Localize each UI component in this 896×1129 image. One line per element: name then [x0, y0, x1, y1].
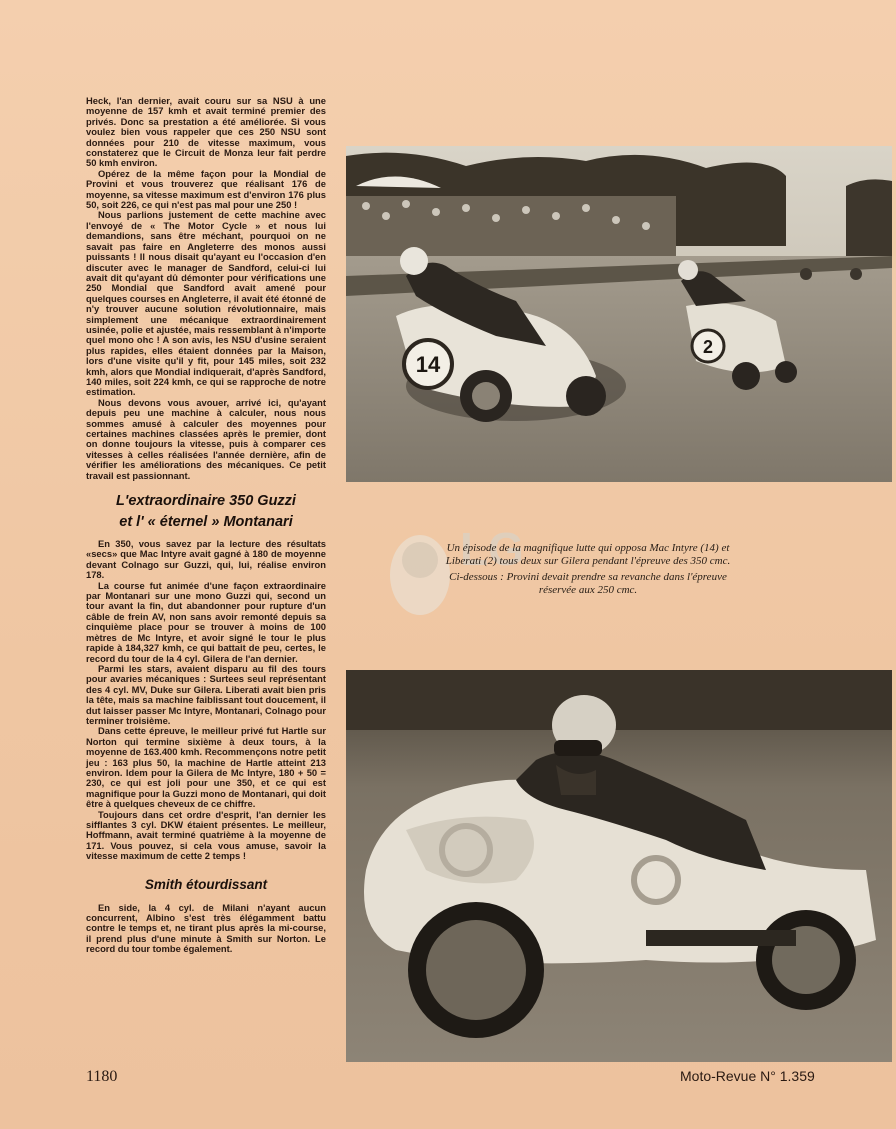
article-paragraph: Parmi les stars, avaient disparu au fil des tours pour avaries mécaniques : Surtees seul représentant des 4 cyl. MV, Duke sur Gilera. Liberati avait bien pris la tête, mais sa machine faiblissant tout doucement, il dut laisser passer Mc Intyre, Montanari, Colnago pour terminer troisième. — [86, 662, 326, 726]
section-heading-line: et l' « éternel » Montanari — [119, 514, 293, 531]
race-photo-bottom — [346, 670, 892, 1062]
article-paragraph: Toujours dans cet ordre d'esprit, l'an dernier les sifflantes 3 cyl. DKW étaient présentes. Le meilleur, Hoffmann, avait terminé quatrième à la moyenne de 171. Vous pouvez, si cela vous amuse, savoir la vitesse maximum de cette 2 temps ! — [86, 808, 326, 862]
svg-text:LG: LG — [460, 523, 524, 575]
caption-bottom: Ci-dessous : Provini devait prendre sa revanche dans l'épreuve réservée aux 250 cmc. — [449, 571, 727, 596]
magazine-issue: Moto-Revue N° 1.359 — [680, 1068, 815, 1084]
photo-caption — [438, 542, 738, 596]
article-paragraph: En side, la 4 cyl. de Milani n'ayant aucun concurrent, Albino s'est très élégamment battu contre le temps et, ne tirant plus après la mi-course, il prend plus d'une minute à Smith sur Norton. Le record du tour tombe également. — [86, 901, 326, 955]
article-paragraph: Heck, l'an dernier, avait couru sur sa NSU à une moyenne de 157 kmh et avait terminé premier des privés. Donc sa prestation a été améliorée. Si vous voulez bien vous rappeler que ces 250 NSU sont données pour 210 de vitesse maximum, vous constaterez que le Circuit de Monza leur fait perdre 50 kmh environ. — [86, 95, 326, 169]
page-number: 1180 — [86, 1068, 118, 1085]
section-heading-line: L'extraordinaire 350 Guzzi — [116, 493, 296, 510]
article-paragraph: Opérez de la même façon pour la Mondial de Provini et vous trouverez que réalisant 176 de moyenne, sa vitesse maximum est d'environ 176 plus 50, soit 226, ce qui n'est pas mal pour une 250 ! — [86, 167, 326, 211]
article-paragraph: Nous devons vous avouer, arrivé ici, qu'ayant depuis peu une machine à calculer, nous nous sommes amusé à calculer des moyennes pour certaines machines classées après le premier, dont on donne toujours la vitesse, puis à comparer ces vitesses à celles réalisées l'année dernière, afin de vérifier les améliorations des mécaniques. Ce petit travail est passionnant. — [86, 396, 326, 481]
article-paragraph: En 350, vous savez par la lecture des résultats «secs» que Mac Intyre avait gagné à 180 de moyenne devant Colnago sur Guzzi, qui, lui, réalise environ 178. — [86, 538, 326, 581]
article-paragraph: Nous parlions justement de cette machine avec l'envoyé de « The Motor Cycle » et nous lui demandions, sans être méchant, pourquoi on ne savait pas faire en Angleterre des monos aussi puissants ! Il nous disait qu'ayant eu l'occasion d'en discuter avec le manager de Sandford, celui-ci lui avait dit qu'ayant dû démonter pour vérifications une 250 Mondial que Sandford avait amené pour quelques courses en Angleterre, il avait été étonné de n'y trouver aucune solution révolutionnaire, mais simplement une mécanique extraordinairement usinée, polie et ajustée, mais ressemblant à n'importe quel mono ohc ! A son avis, les NSU d'usine seraient plus rapides, elles étaient données par la Maison, lors d'une visite qu'il y fit, pour 145 miles, soit 232 kmh, alors que Mondial indiquerait, d'après Sandford, 140 miles, soit 224 kmh, ce qui se rapproche de notre estimation. — [86, 209, 326, 398]
race-photo-bottom-image — [346, 670, 892, 1062]
article-column — [86, 96, 326, 955]
rider-number-2: 2 — [702, 337, 714, 357]
race-photo-top — [346, 146, 892, 482]
article-paragraph: Dans cette épreuve, le meilleur privé fut Hartle sur Norton qui termine sixième à deux tours, à la moyenne de 163.400 kmh. Recommençons notre petit jeu : 163 plus 50, la machine de Hartle atteint 213 environ. Idem pour la Gilera de Mc Intyre, 180 + 50 = 230, ce qui est joli pour une 350, et ce qui est magnifique pour la Guzzi mono de Montanari, qui doit être à quelques cheveux de ce chiffre. — [86, 725, 326, 810]
caption-top: Un épisode de la magnifique lutte qui opposa Mac Intyre (14) et Liberati (2) tous deux sur Gilera pendant l'épreuve des 350 cmc. — [445, 542, 731, 567]
race-photo-top-image — [346, 146, 892, 482]
article-paragraph: La course fut animée d'une façon extraordinaire par Montanari sur une mono Guzzi qui, second un tour avant la fin, dut abandonner pour rupture d'un câble de frein AV, non sans avoir remonté depuis sa cinquième place pour se trouver à moins de 100 mètres de Mc Intyre, et avoir signé le tour le plus rapide à 184,327 kmh, ce qui battait de peu, certes, le record du tour de la 4 cyl. Gilera de l'an dernier. — [86, 579, 326, 664]
section-heading-smith: Smith étourdissant — [144, 876, 268, 892]
rider-number-14: 14 — [415, 352, 441, 377]
section-heading-guzzi — [86, 491, 326, 533]
